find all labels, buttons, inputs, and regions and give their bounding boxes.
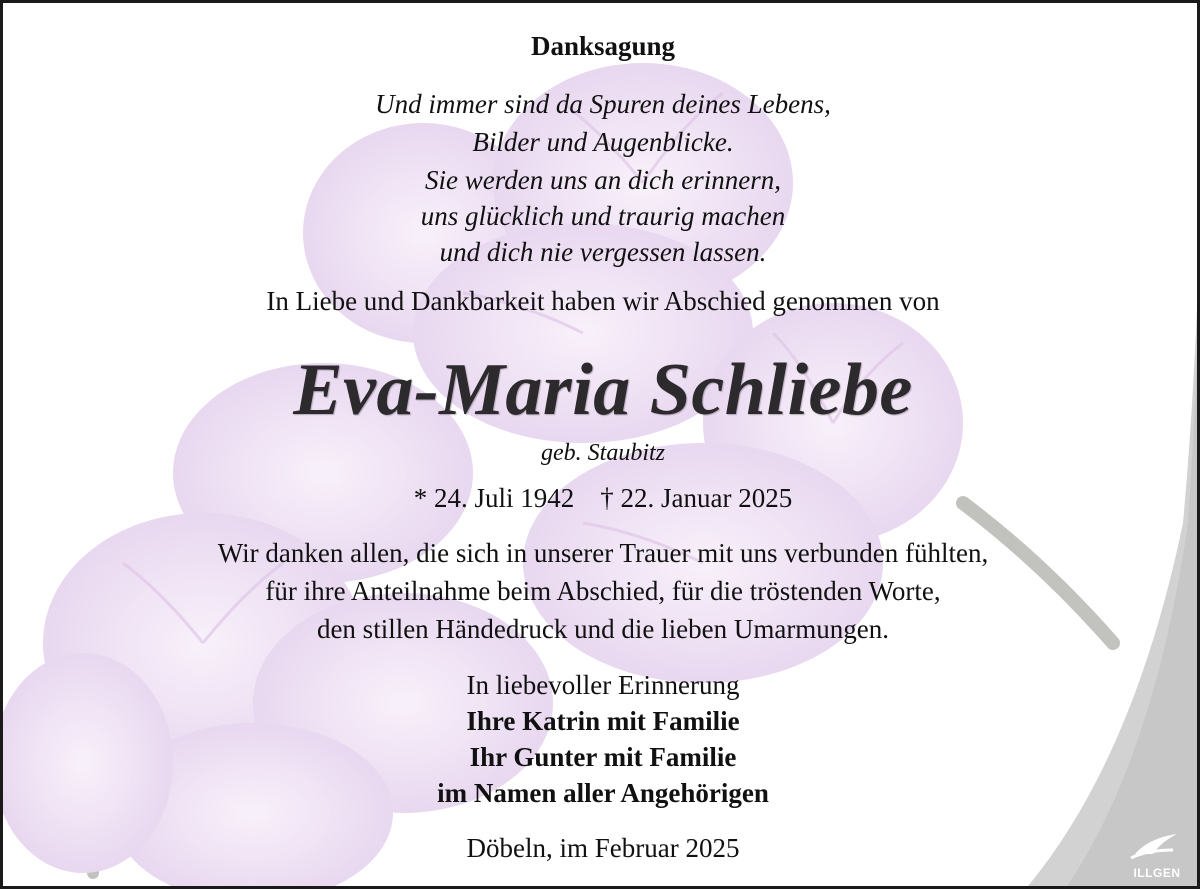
thanks-line: Wir danken allen, die sich in unserer Trauer mit uns verbunden fühlten, bbox=[217, 538, 989, 568]
logo-text: ILLGEN bbox=[1133, 866, 1181, 880]
signature-intro: In liebevoller Erinnerung bbox=[466, 670, 740, 700]
poem-line: uns glücklich und traurig machen bbox=[420, 201, 786, 231]
death-date: † 22. Januar 2025 bbox=[600, 483, 793, 513]
poem-line: Bilder und Augenblicke. bbox=[472, 127, 734, 157]
intro-text: In Liebe und Dankbarkeit haben wir Abschied genommen von bbox=[266, 286, 940, 316]
signature-line: im Namen aller Angehörigen bbox=[437, 778, 769, 808]
logo-swoosh-icon bbox=[1127, 824, 1187, 864]
thanks-line: den stillen Händedruck und die lieben Umarmungen. bbox=[316, 614, 890, 644]
obituary-text bbox=[3, 3, 1200, 889]
poem-line: und dich nie vergessen lassen. bbox=[439, 237, 767, 267]
poem-line: Sie werden uns an dich erinnern, bbox=[425, 165, 781, 195]
signature-line: Ihr Gunter mit Familie bbox=[469, 742, 737, 772]
poem-line: Und immer sind da Spuren deines Lebens, bbox=[375, 89, 831, 119]
birth-name: geb. Staubitz bbox=[541, 440, 665, 466]
signature-line: Ihre Katrin mit Familie bbox=[466, 706, 740, 736]
place-date: Döbeln, im Februar 2025 bbox=[466, 833, 740, 863]
life-dates bbox=[3, 483, 1200, 514]
thanks-line: für ihre Anteilnahme beim Abschied, für die tröstenden Worte, bbox=[265, 576, 941, 606]
deceased-name: Eva-Maria Schliebe bbox=[293, 349, 913, 431]
page-title: Danksagung bbox=[530, 31, 676, 61]
birth-date: * 24. Juli 1942 bbox=[413, 483, 575, 513]
illgen-logo-icon bbox=[1127, 824, 1187, 880]
